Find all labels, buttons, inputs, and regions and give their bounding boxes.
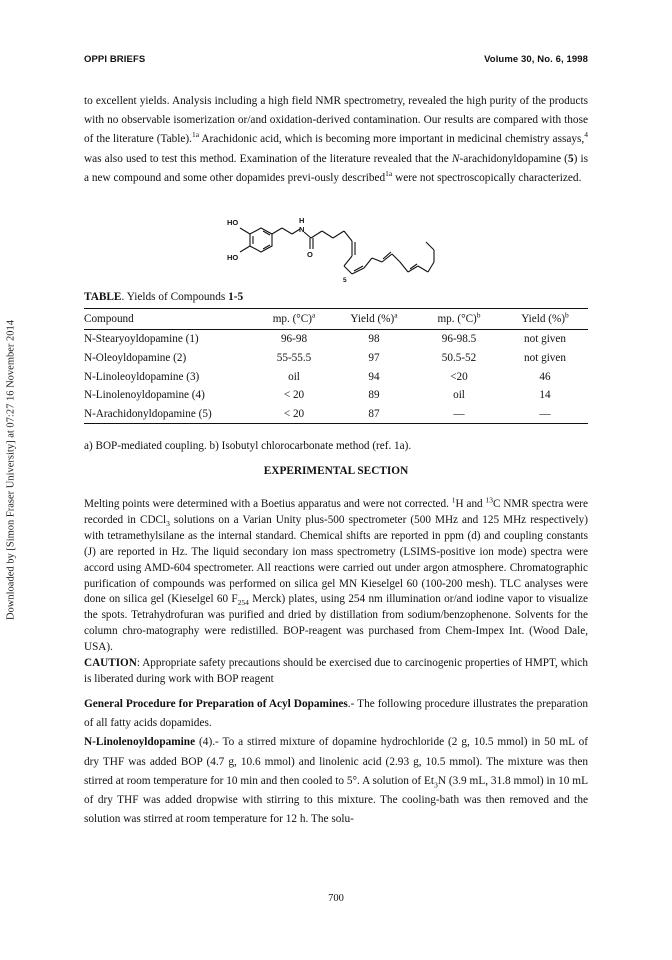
intro-text-3: was also used to test this method. Examination of the literature revealed that the	[84, 152, 452, 165]
compound-ref: 5	[567, 152, 574, 165]
table-cell: 97	[368, 352, 380, 365]
intro-text-5: ) is a new compound and some other dopamides previ-ously described	[84, 152, 588, 184]
table-cell: not given	[524, 352, 566, 365]
intro-text-2: Arachidonic acid, which is becoming more important in medicinal chemistry assays,	[199, 133, 585, 146]
table-cell: N-Stearyoyldopamine (1)	[84, 333, 199, 346]
column-header: mp. $(^\circ C)^a$	[256, 309, 332, 330]
table-row	[84, 386, 588, 405]
table-row	[84, 367, 588, 386]
download-watermark	[2, 290, 20, 650]
table-cell: 55-55.5	[276, 352, 312, 365]
table-caption-range: 1-5	[228, 291, 244, 303]
yields-table	[84, 308, 588, 424]
procedure-paragraph	[84, 695, 588, 829]
citation-ref: 1a	[191, 130, 200, 140]
header-journal: OPPI BRIEFS	[84, 54, 146, 65]
intro-text-6: were not spectroscopically characterized.	[392, 171, 582, 184]
table-cell: —	[416, 405, 502, 424]
h-label: H	[299, 216, 305, 225]
table-cell: 98	[368, 333, 380, 346]
procedure-text-2: N (3.9 mL, 31.8 mmol) in 10 mL of dry THF was added dropwise with stirring to this mixture. The cooling-bath was then removed and the solution was stirred at room temperature for 12 h. The solu-	[84, 774, 588, 826]
chemical-structure-5	[200, 214, 460, 286]
table-cell: <20	[450, 370, 468, 383]
column-header: Compound	[84, 309, 256, 330]
table-cell: < 20	[283, 389, 305, 402]
intro-text-4: -arachidonyldopamine (	[459, 152, 568, 165]
formula-sub: 254	[237, 598, 249, 608]
compound-number-label: 5	[343, 277, 347, 284]
intro-italic: N	[451, 152, 460, 165]
table-cell: < 20	[256, 405, 332, 424]
table-row	[84, 349, 588, 368]
isotope-sup: 13	[485, 495, 494, 505]
compound-number: (4)	[195, 736, 213, 749]
table-caption-label: TABLE	[84, 291, 122, 303]
caution-text: : Appropriate safety precautions should be exercised due to carcinogenic properties of HMPT, which is liberated during work with BOP reagent	[84, 657, 588, 685]
table-cell: N-Linoleoyldopamine (3)	[84, 370, 200, 383]
n-label: N	[299, 225, 305, 234]
table-cell: 89	[368, 389, 380, 402]
exp-text-4: solutions on a Varian Unity plus-500 spectrometer (500 MHz and 125 MHz respectively) with tetramethylsilane as the internal standard. Chemical shifts are reported in ppm (d) and coupling constants (J) are reported in Hz. The liquid secondary ion mass spectrometry (LSIMS-positive ion mode) spectra were accord using AMD-604 spectrometer. All reactions were carried out under argon atmosphere. Chromatographic purification of compounds was performed on silica gel MN Kieselgel 60 (100-200 mesh). TLC analyses were done on silica gel (Kieselgel 60 F	[84, 513, 588, 606]
procedure-text-1: .- To a stirred mixture of dopamine hydrochloride (2 g, 10.5 mmol) in 50 mL of dry THF was added BOP (4.7 g, 10.6 mmol) and linolenic acid (2.93 g, 10.5 mmol). The mixture was then stirred at room temperature for 10 min and then cooled to 5°. A solution of Et	[84, 736, 588, 787]
table-cell: not given	[524, 333, 566, 346]
isotope-sup: 1	[451, 495, 456, 505]
o-label: O	[307, 250, 313, 259]
table-footnote: a) BOP-mediated coupling. b) Isobutyl chlorocarbonate method (ref. 1a).	[84, 440, 412, 452]
running-header	[84, 54, 588, 65]
intro-paragraph	[84, 92, 588, 188]
table-row	[84, 405, 588, 424]
exp-text-2: H and	[455, 498, 486, 510]
page-number: 700	[328, 893, 344, 904]
column-header: mp. $(^\circ C)^b$	[416, 309, 502, 330]
column-header: Yield (%)$^b$	[502, 309, 588, 330]
section-heading: EXPERIMENTAL SECTION	[263, 465, 409, 477]
table-cell: 96-98	[280, 333, 308, 346]
formula-sub: 3	[434, 780, 438, 790]
table-cell: N-Arachidonyldopamine (5)	[84, 405, 256, 424]
table-row	[84, 330, 588, 349]
ho-label-top: HO	[227, 218, 239, 227]
table-cell: 50.5-52	[441, 352, 477, 365]
compound-heading: N-Linolenoyldopamine	[84, 736, 196, 749]
table-caption	[84, 291, 243, 303]
experimental-paragraph	[84, 497, 588, 688]
table-cell: 87	[332, 405, 416, 424]
table-header-row	[84, 309, 588, 330]
table-cell: —	[502, 405, 588, 424]
header-volume: Volume 30, No. 6, 1998	[484, 54, 588, 65]
download-watermark-text: Downloaded by [Simon Fraser University] at 07:27 16 November 2014	[5, 319, 17, 621]
ho-label-bottom: HO	[227, 253, 239, 262]
caution-label: CAUTION	[84, 657, 137, 670]
table-cell: 46	[539, 370, 551, 383]
intro-text-1: to excellent yields. Analysis including a high field NMR spectrometry, revealed the high purity of the products with no observable isomerization or/and oxidation-derived contamination. Our results are compared with those of the literature (Table).	[84, 95, 588, 146]
table-cell: 94	[368, 370, 380, 383]
citation-ref: 4	[584, 130, 588, 140]
table-cell: oil	[453, 389, 465, 402]
procedure-intro: .- The following procedure illustrates the preparation of all fatty acids dopamides.	[84, 698, 588, 730]
table-cell: 96-98.5	[441, 333, 477, 346]
table-cell: 14	[539, 389, 551, 402]
procedure-heading: General Procedure for Preparation of Acyl Dopamines	[84, 698, 348, 710]
exp-text-1: Melting points were determined with a Boetius apparatus and were not corrected.	[84, 498, 452, 510]
table-cell: oil	[288, 370, 300, 383]
exp-text-3: C NMR spectra were recorded in CDCl	[84, 498, 588, 526]
table-caption-text: . Yields of Compounds	[121, 291, 229, 303]
column-header: Yield (%)$^a$	[332, 309, 416, 330]
citation-ref: 1a	[385, 169, 393, 179]
table-cell: N-Linolenoyldopamine (4)	[84, 389, 205, 402]
table-cell: N-Oleoyldopamine (2)	[84, 352, 187, 365]
formula-sub: 3	[166, 519, 170, 529]
exp-text-5: Merck) plates, using 254 nm illumination or/and iodine vapor to visualize the spots. Tetrahydrofuran was purified and dried by distillation from sodium/benzophenone. Solvents for the column chro-matography were redistilled. BOP-reagent was purchased from Chem-Impex Int. (Wood Dale, USA).	[84, 593, 588, 654]
